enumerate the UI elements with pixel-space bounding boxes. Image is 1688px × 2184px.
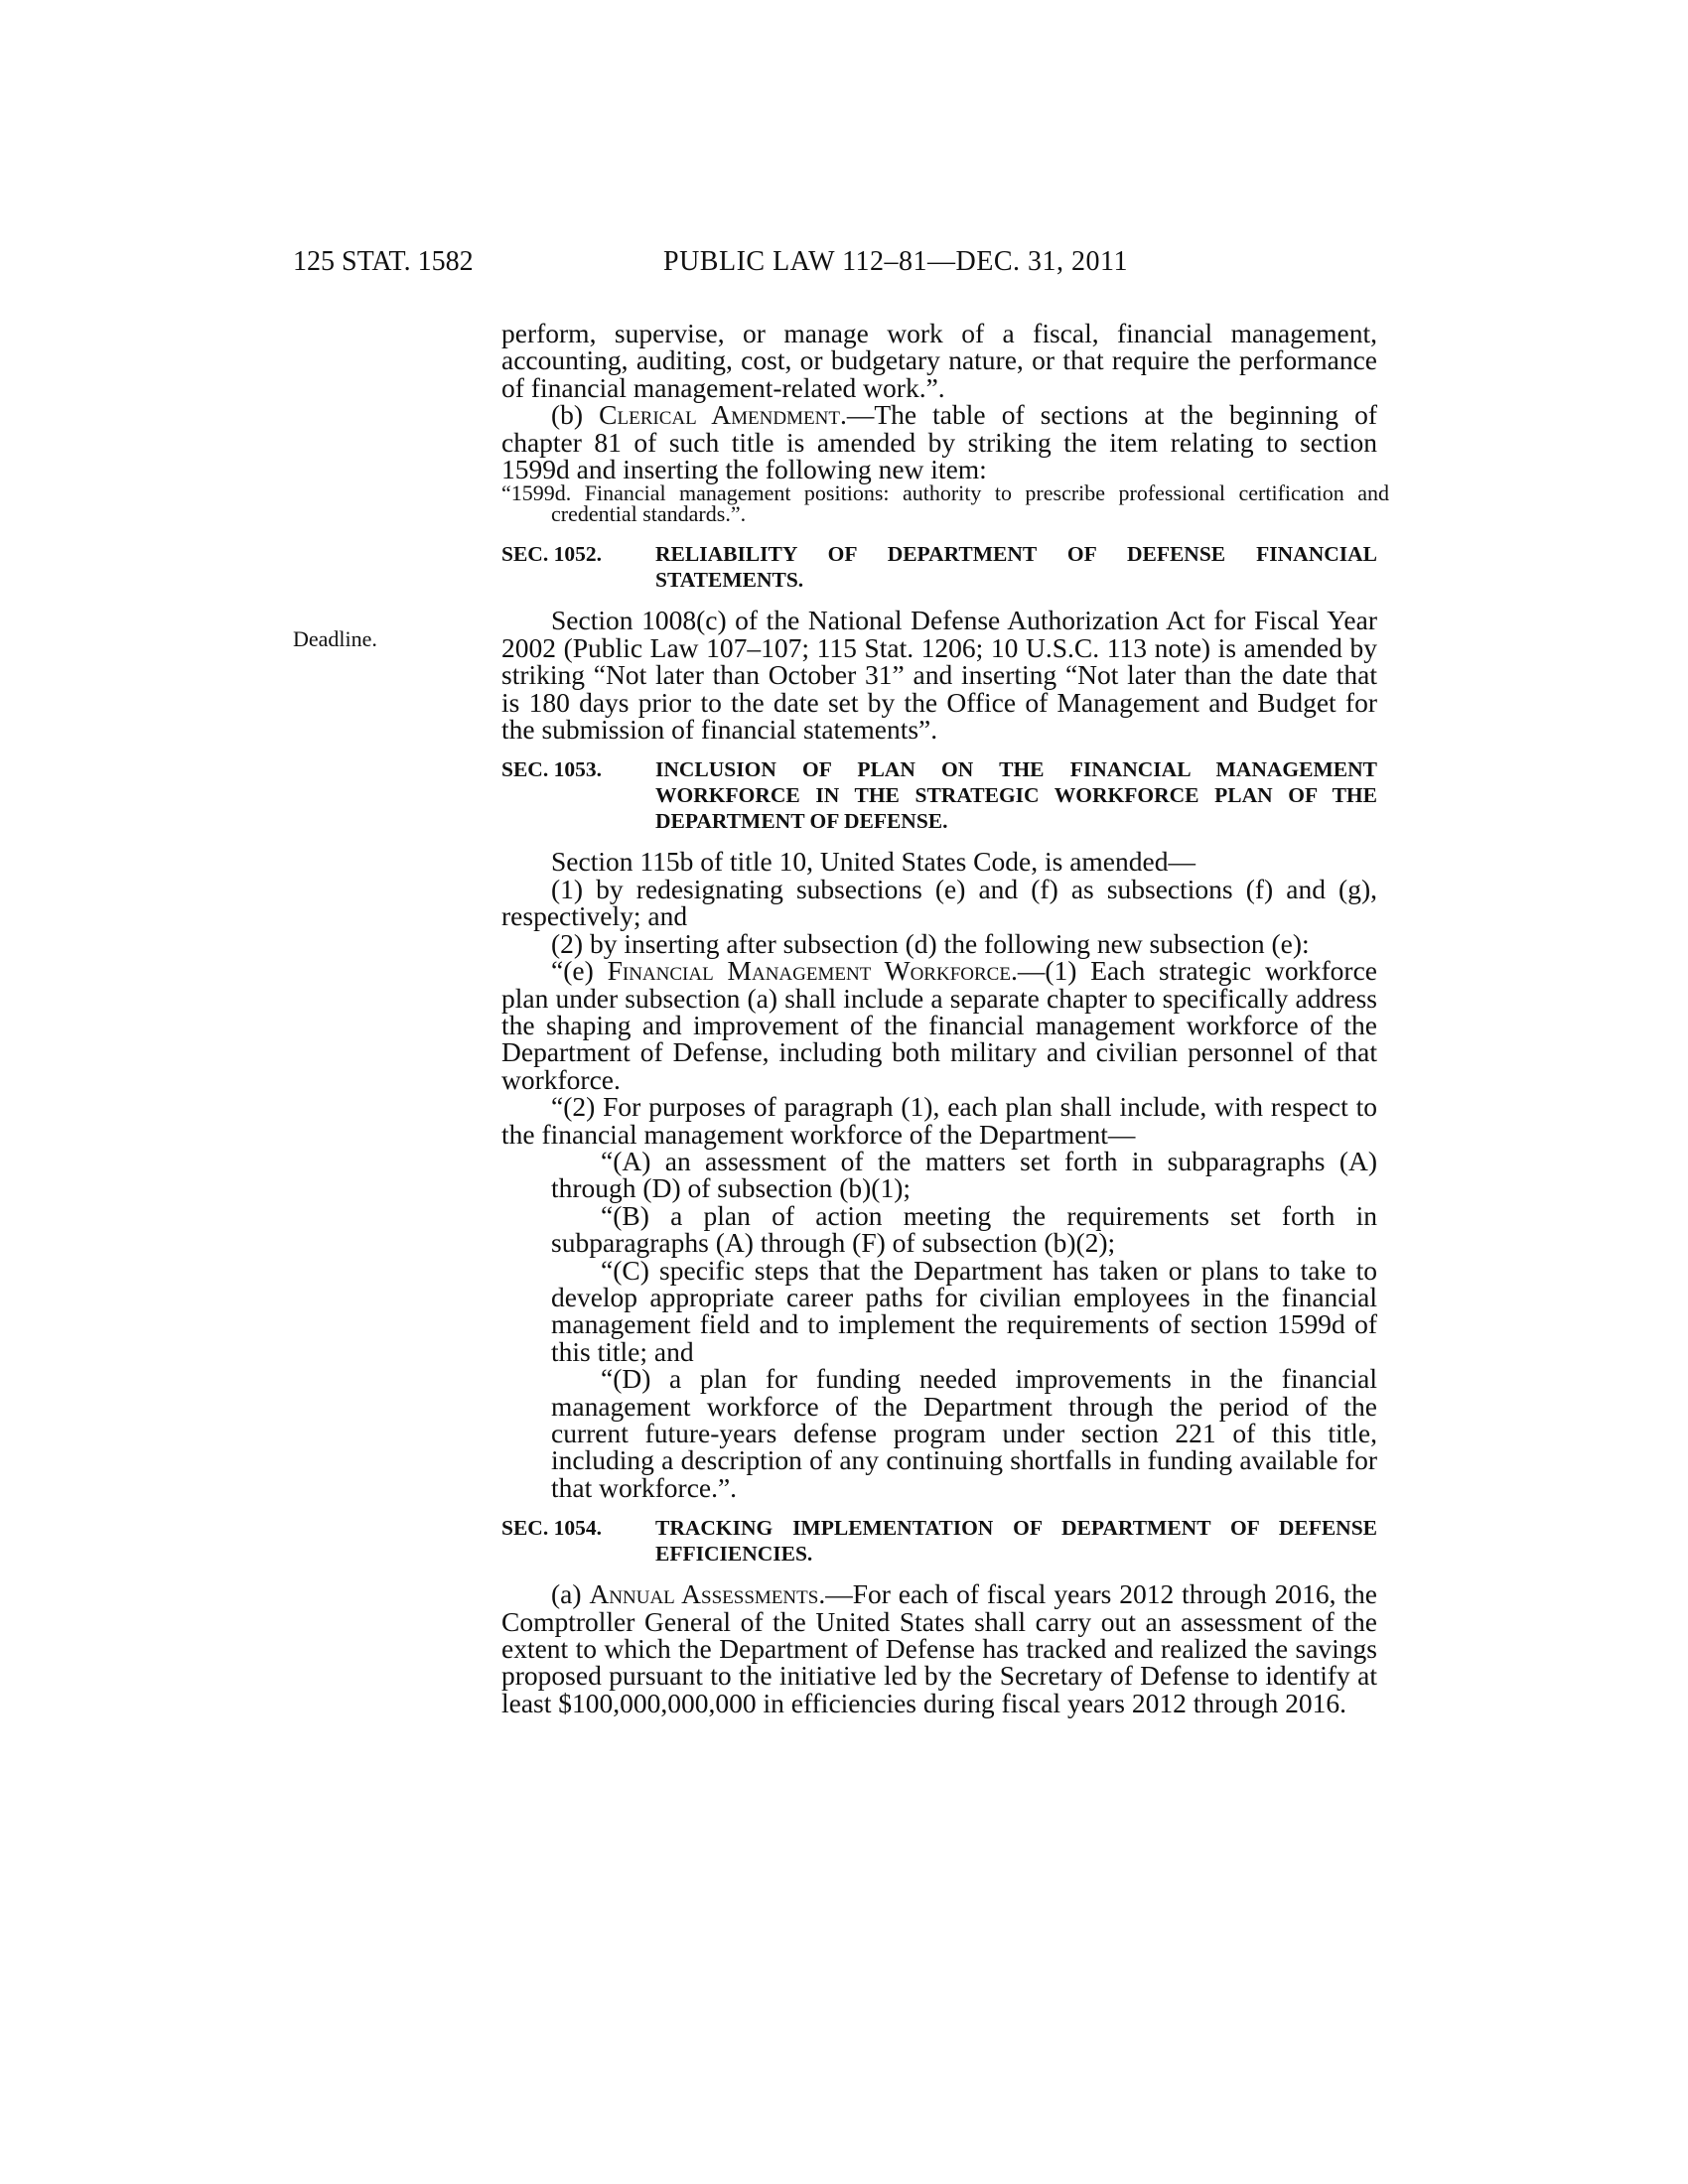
clerical-amendment-paragraph bbox=[501, 399, 1377, 485]
subsection-e-paragraph bbox=[501, 957, 1377, 1093]
section-number: SEC. 1054. bbox=[501, 1516, 602, 1541]
table-of-sections-item: “1599d. Financial management positions: authority to prescribe professional certification and credential standards.”. bbox=[501, 480, 1389, 527]
margin-note-deadline: Deadline. bbox=[293, 626, 377, 651]
running-header bbox=[0, 246, 1688, 286]
subparagraph-d: “(D) a plan for funding needed improvements in the financial management workforce of the Department through the period of the current future-years defense program under section 221 of this title, including a description of any continuing shortfalls in funding available for that workforce.”. bbox=[551, 1363, 1377, 1503]
section-title: INCLUSION OF PLAN ON THE FINANCIAL MANAGEMENT WORKFORCE IN THE STRATEGIC WORKFORCE PLAN OF THE DEPARTMENT OF DEFENSE. bbox=[655, 757, 1377, 834]
section-1052-text: Section 1008(c) of the National Defense Authorization Act for Fiscal Year 2002 (Public Law 107–107; 115 Stat. 1206; 10 U.S.C. 113 note) is amended by striking “Not later than October 31” and inserting “Not later than the date that is 180 days prior to the date set by the Office of Management and Budget for the submission of financial statements”. bbox=[501, 605, 1377, 746]
section-title: RELIABILITY OF DEPARTMENT OF DEFENSE FINANCIAL STATEMENTS. bbox=[655, 542, 1377, 593]
section-1053-intro: Section 115b of title 10, United States Code, is amended— bbox=[551, 846, 1196, 878]
subsection-e-text: .—(1) Each strategic workforce plan under subsection (a) shall include a separate chapter to specifically address the shaping and improvement of the financial management workforce of the Department of Defense, including both military and civilian personnel of that workforce. bbox=[501, 955, 1378, 1095]
clerical-amendment-heading: Clerical Amendment bbox=[599, 399, 840, 431]
paragraph-2: “(2) For purposes of paragraph (1), each plan shall include, with respect to the financial management workforce of the Department— bbox=[501, 1091, 1377, 1150]
section-title: TRACKING IMPLEMENTATION OF DEPARTMENT OF DEFENSE EFFICIENCIES. bbox=[655, 1516, 1377, 1567]
public-law-citation: PUBLIC LAW 112–81—DEC. 31, 2011 bbox=[663, 246, 1128, 277]
subparagraph-c: “(C) specific steps that the Department has taken or plans to take to develop appropriate career paths for civilian employees in the financial management field and to implement the requirements of section 1599d of this title; and bbox=[551, 1254, 1377, 1367]
annual-assessments-lead: (a) bbox=[551, 1578, 590, 1610]
document-body bbox=[501, 318, 1389, 1718]
section-1052-heading bbox=[501, 541, 1377, 593]
section-number: SEC. 1053. bbox=[501, 757, 602, 782]
subsection-e-heading: Financial Management Workforce bbox=[607, 955, 1011, 987]
section-1053-heading bbox=[501, 756, 1377, 834]
section-1054-heading bbox=[501, 1515, 1377, 1567]
stat-page-number: 125 STAT. 1582 bbox=[293, 246, 474, 277]
annual-assessments-text: .—For each of fiscal years 2012 through 2016, the Comptroller General of the United States shall carry out an assessment of the extent to which the Department of Defense has tracked and realized the savings proposed pursuant to the initiative led by the Secretary of Defense to identify at least $100,000,000,000 in efficiencies during fiscal years 2012 through 2016. bbox=[501, 1578, 1377, 1718]
section-number: SEC. 1052. bbox=[501, 542, 602, 567]
continued-paragraph: perform, supervise, or manage work of a fiscal, financial management, accounting, auditing, cost, or budgetary nature, or that require the performance of financial management-related work.”. bbox=[501, 318, 1377, 403]
subparagraph-b: “(B) a plan of action meeting the requirements set forth in subparagraphs (A) through (F) of subsection (b)(2); bbox=[551, 1199, 1377, 1259]
clerical-amendment-text: .—The table of sections at the beginning of chapter 81 of such title is amended by striking the item relating to section 1599d and inserting the following new item: bbox=[501, 399, 1377, 485]
subparagraph-a: “(A) an assessment of the matters set forth in subparagraphs (A) through (D) of subsection (b)(1); bbox=[551, 1145, 1377, 1204]
annual-assessments-paragraph bbox=[501, 1580, 1377, 1716]
clerical-lead: (b) bbox=[551, 399, 600, 431]
subsection-e-lead: “(e) bbox=[551, 955, 608, 987]
annual-assessments-heading: Annual Assessments bbox=[589, 1578, 819, 1610]
amendment-item-1: (1) by redesignating subsections (e) and (f) as subsections (f) and (g), respectively; and bbox=[501, 873, 1377, 932]
amendment-item-2: (2) by inserting after subsection (d) the following new subsection (e): bbox=[551, 927, 1310, 959]
